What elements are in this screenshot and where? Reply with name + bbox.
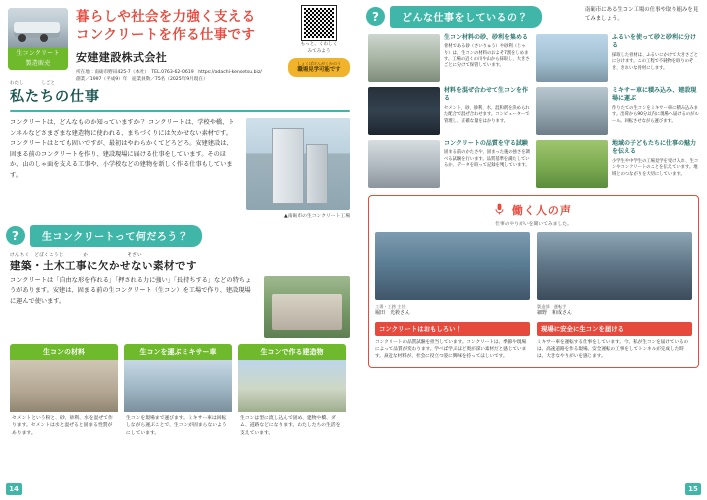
card-photo-mixer-truck <box>124 360 232 412</box>
plant-photo-wrap <box>246 118 350 219</box>
concrete-description-text: コンクリートは「自由な形を作れる」「押される力に強い」「長持ちする」などの特ちょうがあります。安建は、固まる前の生コンクリート（生コン）を工場で作り、建設現場に運んで使います。 <box>10 276 252 305</box>
visit-badge-ruby: しょくばけんがくかのう <box>297 61 341 66</box>
work-step-photo-quality-test <box>368 140 440 188</box>
work-step-desc: 骨材である砂（さいりゅう）や砂利（じゃり）は、生コンの材料のおよそ7割をしめます。工場の近くの川や山から採取し、大きさごとに分けて保管しています。 <box>444 44 530 69</box>
worker-voices-title-text: 働く人の声 <box>511 203 572 217</box>
card-title: 生コンで作る建造物 <box>238 344 346 360</box>
worker-voices-panel <box>368 195 699 368</box>
worker-voices-grid <box>375 232 692 360</box>
title-block <box>76 8 291 83</box>
qr-caption <box>286 42 352 55</box>
work-step-desc: 採取した骨材は、ふるいにかけて大きさごとに分けます。この工程で不純物を取りのぞき、きれいな骨材にします。 <box>612 52 698 71</box>
work-step-title: 材料を混ぜ合わせて生コンを作る <box>444 86 529 103</box>
our-work-body <box>6 118 354 219</box>
worker-voice-heading-2: 現場に安全に生コンを届ける <box>537 322 692 336</box>
worker-voices-title <box>375 202 692 219</box>
work-step-desc: 作りたての生コンをミキサー車に積み込みます。出荷から90分以内に現場へ届けるのがルール。回転させながら運びます。 <box>612 105 699 124</box>
right-page-lead: 南砺市にある生コン工場の仕事や取り組みを見てみましょう。 <box>585 7 699 22</box>
worker-name-block-2 <box>537 303 692 318</box>
concrete-cards-row <box>6 338 354 438</box>
worker-voices-sub: 仕事のやりがいを聞いてみました。 <box>495 222 572 227</box>
qr-caption-line2: みてみよう <box>307 48 331 54</box>
question-mark-icon: ? <box>366 7 385 26</box>
our-work-text: コンクリートは、どんなものか知っていますか？ コンクリートは、学校や橋、トンネルなどさまざまな建造物に使われる、まちづくりには欠かせない素材です。コンクリートはとても固いですが、最初はやわらかくてどろどろ。安建建設は、固まる前のコンクリートを作り、建設現場に届ける仕事をしています。そのほか、山のしゃ面を支える工事や、小学校などの建物を新しく作る仕事もしています。 <box>10 119 235 179</box>
mixer-truck-label <box>8 48 68 70</box>
page-title-line2: コンクリートを作る仕事です <box>76 27 256 43</box>
page-title <box>76 8 291 44</box>
worker-voice-text-1: コンクリートの品質試験を担当しています。コンクリートは、季節や現場によって品質が変わります。学べば学ぶほど奥が深い素材だと感じています。身近な材料が、社会に役立つ姿に興味を持ってほしいです。 <box>375 339 527 359</box>
concrete-subheading-ruby: けんちく どぼくこうじ か そざい <box>10 252 143 258</box>
work-step-item <box>536 140 699 188</box>
page-number-right: 15 <box>685 483 701 495</box>
work-step-item <box>536 34 699 82</box>
what-is-concrete-title: 生コンクリートって何だろう？ <box>30 225 202 247</box>
card-text: 生コンを現場まで運びます。ミキサー車は回転しながら運ぶことで、生コンが固まらないようにしています。 <box>126 415 227 436</box>
work-step-item <box>368 87 531 135</box>
badge-line1: 生コンクリート <box>16 50 60 57</box>
card-title: 生コンを運ぶミキサー車 <box>124 344 232 360</box>
our-work-title: 私たちの仕事 <box>10 89 100 105</box>
work-step-photo-loading <box>536 87 608 135</box>
mixer-truck-photo <box>8 8 68 48</box>
work-step-desc: 小学生や中学生の工場見学を受け入れ、生コンやコンクリートのことを伝えています。地域とのつながりを大切にしています。 <box>612 158 699 177</box>
right-page-header <box>366 6 701 28</box>
worker-photo-1 <box>375 232 530 300</box>
page-title-line1: 暮らしや社会を力強く支える <box>76 9 256 25</box>
card-text: 生コンは型に流し込んで固め、建物や橋、ダム、道路などになります。わたしたちの生活を支えています。 <box>240 415 341 436</box>
left-page-header <box>6 6 354 82</box>
question-mark-icon: ? <box>6 226 25 245</box>
work-step-desc: 固まる前のかたさや、固まった後の強さを調べる試験を行います。品質基準を満たしているか、データを取って記録を残しています。 <box>444 150 530 168</box>
dam-photo <box>264 276 350 338</box>
our-work-heading <box>10 80 354 106</box>
right-page <box>360 0 707 500</box>
qr-code-icon[interactable] <box>302 6 336 40</box>
page-number-left: 14 <box>6 483 22 495</box>
our-work-ruby: わたし しごと <box>10 81 55 86</box>
worker-dept-1: 工場・工務 主任 <box>375 304 406 309</box>
work-question-heading <box>366 6 542 28</box>
what-is-concrete-heading <box>6 225 354 247</box>
worker-voice-heading-1: コンクリートはおもしろい！ <box>375 322 530 336</box>
microphone-icon <box>495 203 504 218</box>
work-step-item <box>368 34 531 82</box>
card-text: セメントという粉と、砂、砂利、水を混ぜて作ります。セメントは水と混ぜると固まる性質があります。 <box>12 415 113 436</box>
work-question-title: どんな仕事をしているの？ <box>390 6 542 28</box>
card-title: 生コンの材料 <box>10 344 118 360</box>
qr-block <box>286 6 352 77</box>
company-name: 安建建設株式会社 <box>76 51 168 64</box>
work-step-photo-community <box>536 140 608 188</box>
work-step-title: ふるいを使って砂と砂利に分ける <box>612 33 697 50</box>
card-photo-building <box>238 360 346 412</box>
visit-badge-label: 職場見学可能です <box>297 67 341 73</box>
concrete-plant-caption: ▲南砺市の生コンクリート工場 <box>284 214 350 219</box>
work-step-photo-sieve <box>536 34 608 82</box>
work-step-photo-aggregate <box>368 34 440 82</box>
worker-photo-2 <box>537 232 692 300</box>
work-step-item <box>536 87 699 135</box>
work-step-photo-control-room <box>368 87 440 135</box>
worker-name-1: 堀田 光毅さん <box>375 310 411 317</box>
work-step-item <box>368 140 531 188</box>
worker-voice-text-2: ミキサー車を運転する仕事をしています。今、私が生コンを届けているのは、高速道路を作る現場。安全運転の工事をしてトンネルが完成した時は、大きなやりがいを感じます。 <box>537 339 689 359</box>
mixer-truck-badge <box>8 8 68 70</box>
visit-availability-badge <box>288 58 350 77</box>
company-address-line: 所在地：南砺市野田425-7（本社） TEL.0763-62-0619 https://adachi-kensetsu.biz/ <box>76 70 262 75</box>
worker-voice-column <box>375 232 530 360</box>
concrete-card <box>124 344 232 438</box>
work-step-title: 地域の子どもたちに仕事の魅力を伝える <box>612 139 697 156</box>
concrete-description-row <box>6 276 354 338</box>
concrete-card <box>238 344 346 438</box>
company-founded-line: 創業／1997（平成9）年 従業員数／75名（2025年9月現在） <box>76 77 208 82</box>
qr-caption-line1: もっと、くわしく <box>300 42 338 47</box>
concrete-plant-photo <box>246 118 350 210</box>
worker-name-2: 細野 和成さん <box>537 310 573 317</box>
worker-name-block-1 <box>375 303 530 318</box>
work-step-title: 生コン材料の砂、砂利を集める <box>444 33 529 41</box>
company-contact-info <box>76 69 291 83</box>
worker-dept-2: 製造部 運転手 <box>537 304 567 309</box>
concrete-card <box>10 344 118 438</box>
card-photo-materials <box>10 360 118 412</box>
concrete-subheading <box>10 252 354 273</box>
work-step-title: ミキサー車に積み込み、建設現場に運ぶ <box>612 86 697 103</box>
work-step-title: コンクリートの品質を守る試験 <box>444 139 528 147</box>
our-work-underline <box>10 110 350 112</box>
concrete-subheading-text: 建築・土木工事に欠かせない素材です <box>10 259 197 272</box>
work-step-desc: セメント、砂、砂利、水、混和剤を決められた配合で混ぜ合わせます。コンピューターで管理し、正確な量をはかります。 <box>444 105 530 124</box>
worker-voice-column <box>537 232 692 360</box>
badge-line2: 製造販売 <box>25 60 51 67</box>
work-steps-grid <box>366 28 701 188</box>
